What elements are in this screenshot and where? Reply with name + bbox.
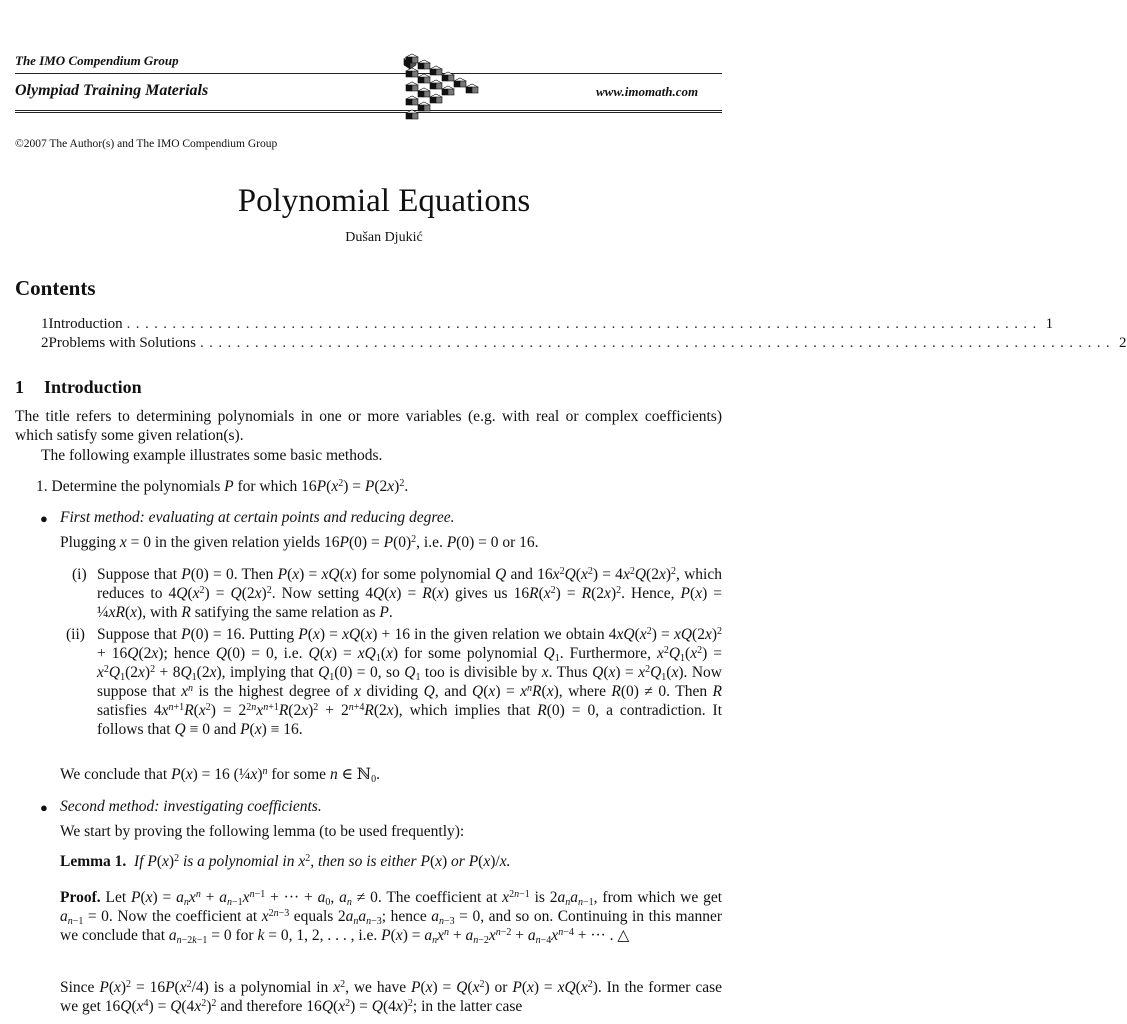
case-two-text: Suppose that P(0) = 16. Putting P(x) = xQ(x) + 16 in the given relation we obtain $4xQ(x^2) = xQ(2x)^2 + 16Q(2x)$; hence Q(0) = 0, i.e. $Q(x) = xQ_1(x)$ for some polynomial $Q_1$. Furthermore, $x^2Q_1(x^2) = x^2Q_1(2x)^2 + 8Q_1(2x)$, implying that $Q_1(0) = 0$, so $Q_1$ too is divisible by x. Thus $Q(x) = x^2Q_1(x)$. Now suppose that $x^n$ is the highest degree of x dividing Q, and $Q(x) = x^nR(x)$, where R(0) ≠ 0. Then R satisfies $4x^{n+1}R(x^2) = 2^{2n}x^{n+1}R(2x)^2 + 2^{n+4}R(2x)$, which implies that R(0) = 0, a contradiction. It follows that Q ≡ 0 and P(x) ≡ 16. <box>97 626 723 738</box>
page-title: Polynomial Equations <box>237 183 531 219</box>
toc-entry-page: 1 <box>1045 316 1054 332</box>
method-one-title: First method: evaluating at certain points and reducing degree. <box>60 509 455 526</box>
copyright-notice: ©2007 The Author(s) and The IMO Compendium Group <box>15 138 278 150</box>
proof-text: Proof. Let $P(x) = a_nx^n + a_{n-1}x^{n-1}$ + ··· + $a_0$, $a_n \ne 0$. The coefficient at $x^{2n-1}$ is $2a_na_{n-1}$, from which we get $a_{n-1} = 0$. Now the coefficient at $x^{2n-3}$ equals $2a_na_{n-3}$; hence $a_{n-3} = 0$, and so on. Continuing in this manner we conclude that $a_{n-2k-1} = 0$ for k = 0, 1, 2, . . . , i.e. $P(x) = a_nx^n + a_{n-2}x^{n-2} + a_{n-4}x^{n-4}$ + ··· . △ <box>60 889 723 946</box>
toc-entry-title[interactable]: Problems with Solutions <box>48 335 197 351</box>
section-heading <box>15 377 142 398</box>
toc-entry[interactable] <box>15 335 1127 352</box>
case-one-text: Suppose that P(0) = 0. Then P(x) = xQ(x) for some polynomial Q and $16x^2Q(x^2) = 4x^2Q(2x)^2$, which reduces to $4Q(x^2) = Q(2x)^2$. Now setting 4Q(x) = R(x) gives us $16R(x^2) = R(2x)^2$. Hence, P(x) = ¼xR(x), with R satifying the same relation as P. <box>97 566 723 621</box>
bullet-icon: ● <box>40 800 48 815</box>
lemma-statement: Lemma 1. If $P(x)^2$ is a polynomial in $x^2$, then so is either P(x) or P(x)/x. <box>60 853 511 870</box>
toc-leader-dots: .................................................................................................... <box>200 335 1116 351</box>
case-label: (i) <box>72 566 87 583</box>
example-intro: The following example illustrates some basic methods. <box>41 447 383 464</box>
toc-entry-title[interactable]: Introduction <box>48 316 123 332</box>
intro-paragraph: The title refers to determining polynomials in one or more variables (e.g. with real or complex coefficients) which satisfy some given relation(s). <box>15 408 722 444</box>
method-two-continuation: Since $P(x)^2 = 16P(x^2/4)$ is a polynomial in $x^2$, we have $P(x) = Q(x^2)$ or $P(x) = xQ(x^2)$. In the former case we get $16Q(x^4) = Q(4x^2)^2$ and therefore $16Q(x^2) = Q(4x)^2$; in the latter case <box>60 979 723 1015</box>
method-two-text: We start by proving the following lemma (to be used frequently): <box>60 823 465 840</box>
proof-label: Proof. <box>60 889 101 906</box>
method-two-title: Second method: investigating coefficients. <box>60 798 322 815</box>
lemma-label: Lemma 1. <box>60 853 127 870</box>
case-label: (ii) <box>66 626 85 643</box>
toc-entry[interactable] <box>15 316 1054 333</box>
bullet-icon: ● <box>40 511 48 526</box>
website-link[interactable]: www.imomath.com <box>596 84 699 99</box>
header-rule-top <box>15 73 722 74</box>
section-title: Introduction <box>44 377 142 397</box>
problem-statement: 1. Determine the polynomials P for which $16P(x^2) = P(2x)^2$. <box>36 478 409 495</box>
series-name: Olympiad Training Materials <box>15 82 209 99</box>
imo-compendium-logo <box>404 55 478 127</box>
header-rule-bottom <box>15 110 722 113</box>
author-name: Dušan Djukić <box>345 230 423 245</box>
contents-heading: Contents <box>15 276 96 300</box>
toc-entry-number: 1 <box>41 316 49 332</box>
toc-entry-page: 2 <box>1119 335 1127 351</box>
method-one-text: Plugging x = 0 in the given relation yields $16P(0) = P(0)^2$, i.e. P(0) = 0 or 16. <box>60 534 539 551</box>
toc-leader-dots: .................................................................................................... <box>126 316 1042 332</box>
toc-entry-number: 2 <box>41 335 49 351</box>
group-name: The IMO Compendium Group <box>15 53 179 68</box>
method-one-conclusion: We conclude that P(x) = 16 (¼x)$^n$ for some n ∈ ℕ$_0$. <box>60 766 380 785</box>
section-number: 1 <box>15 377 24 397</box>
problem-number: 1. <box>36 478 48 495</box>
